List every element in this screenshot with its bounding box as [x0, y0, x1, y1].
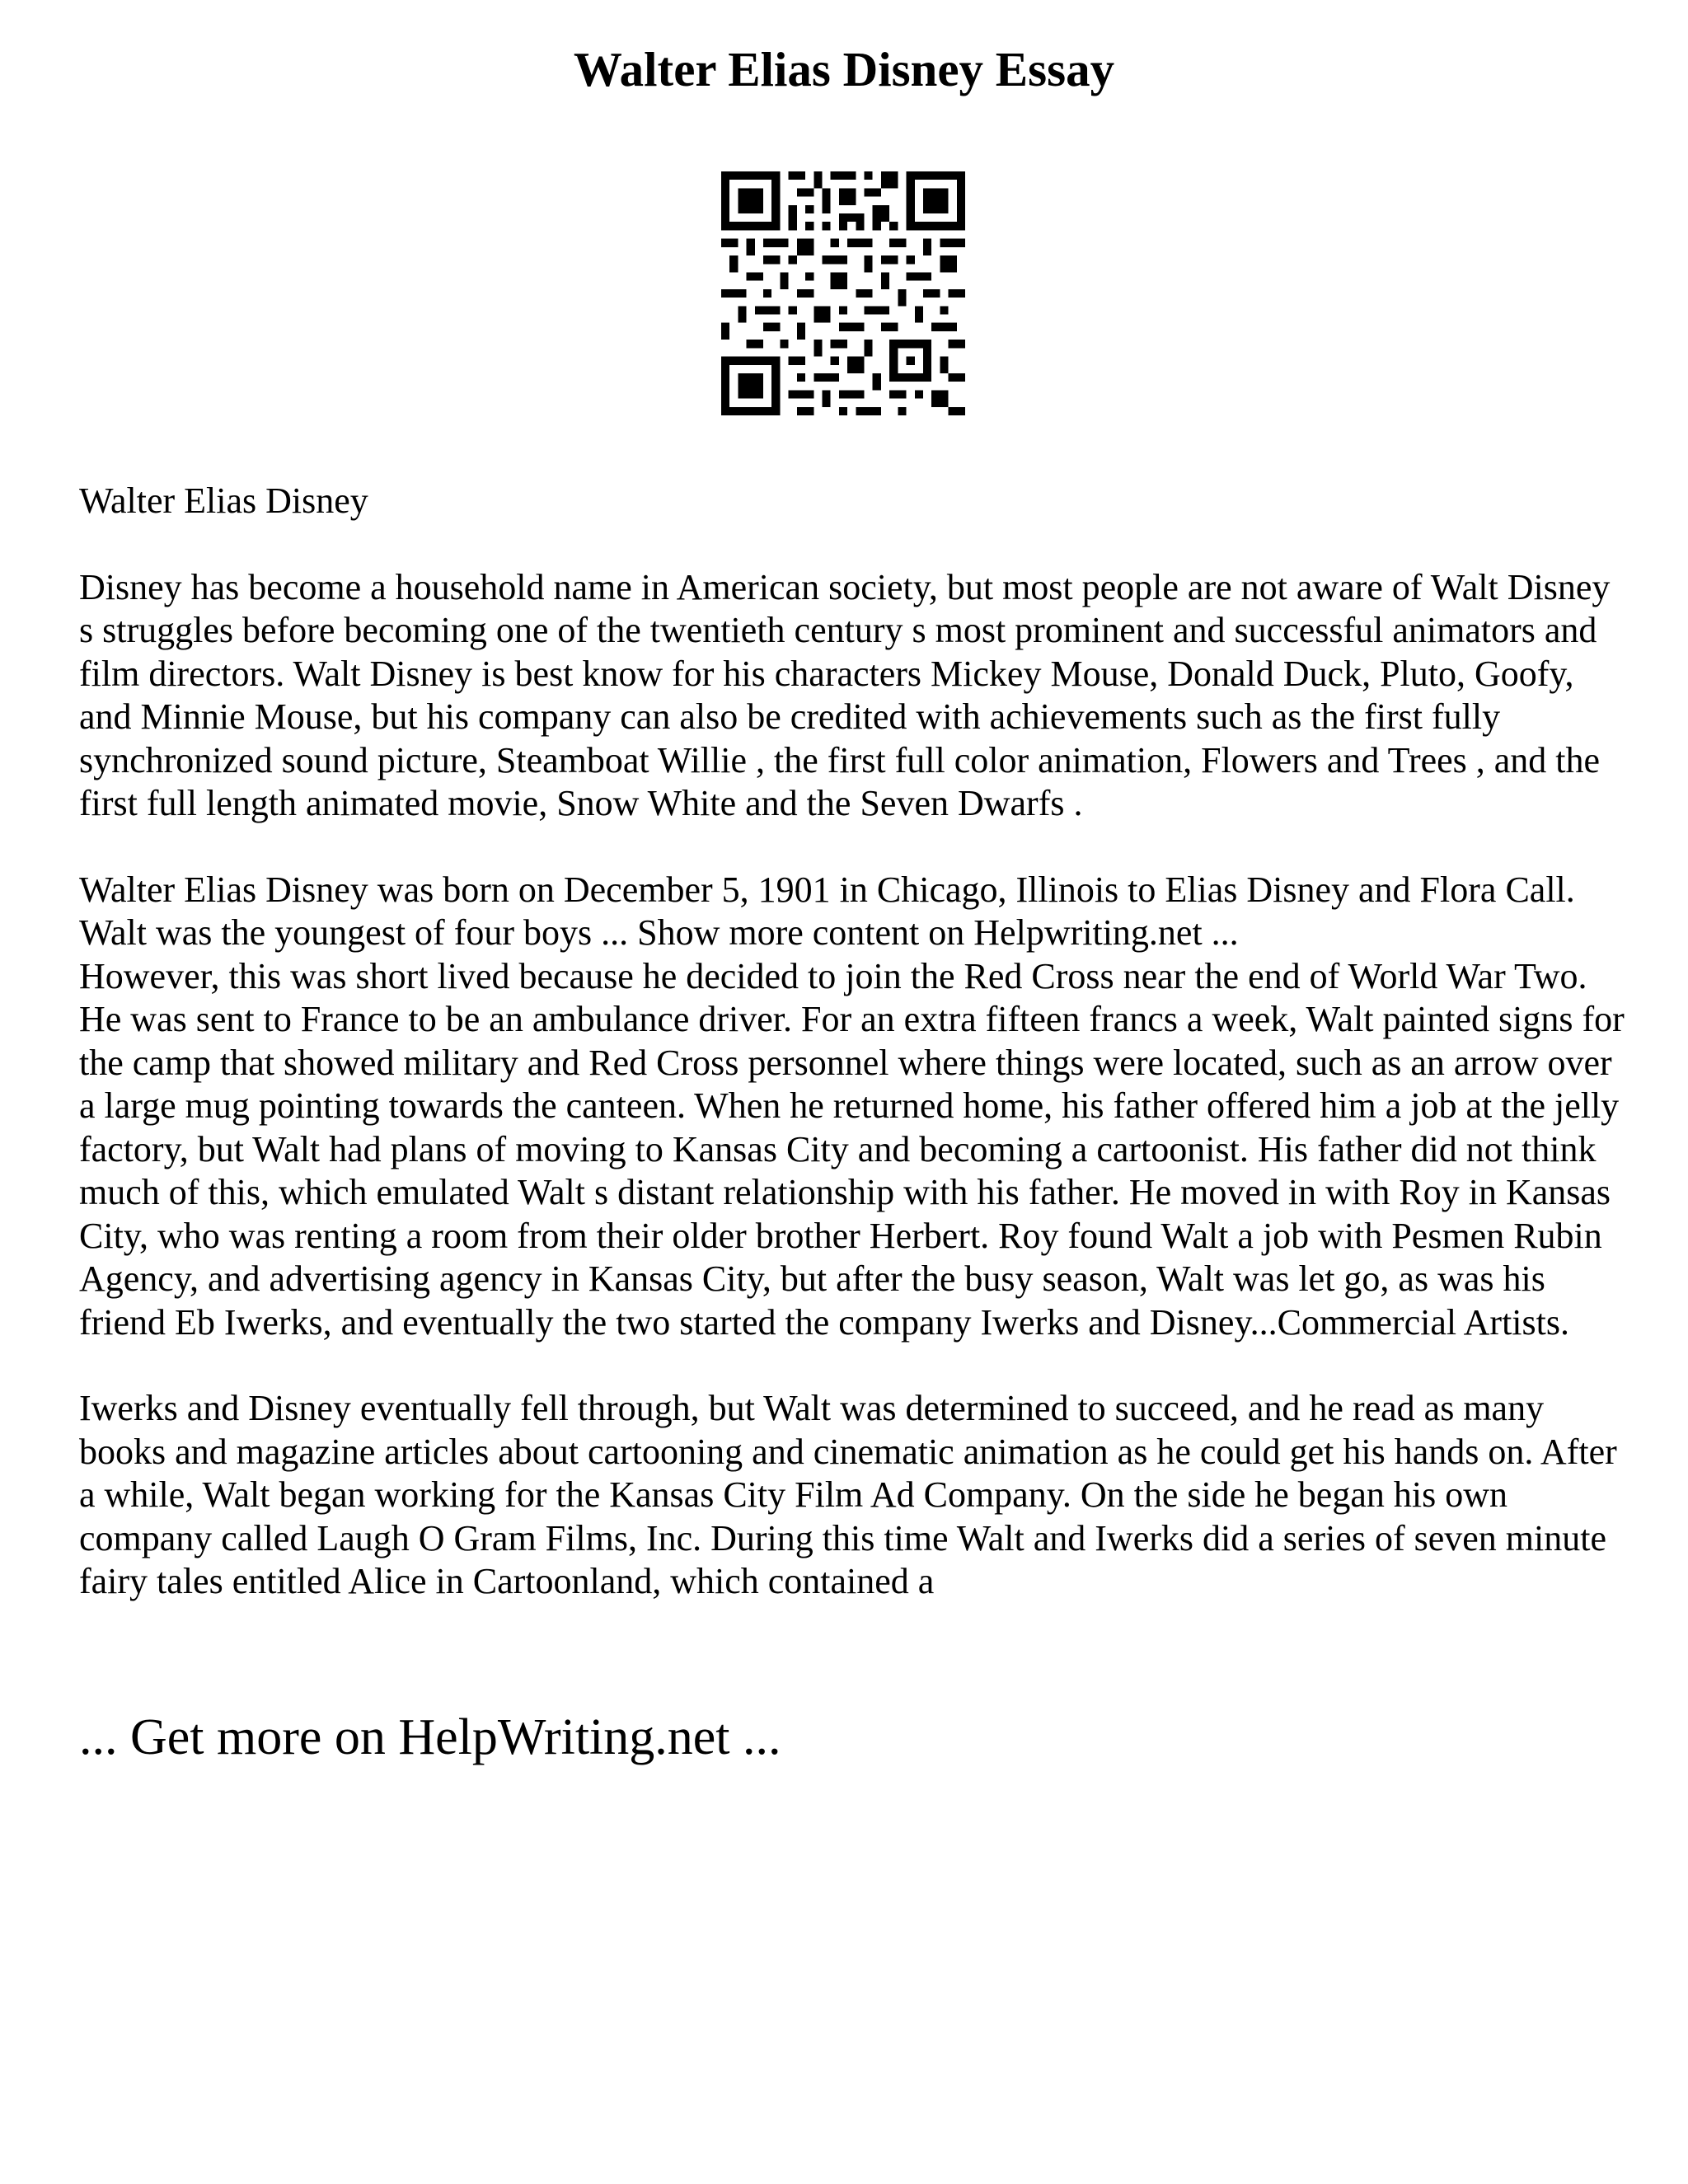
paragraph-3: However, this was short lived because he decided to join the Red Cross near the end of World War Two. He was sent to France to be an ambulance driver. For an extra fifteen francs a week, Walt painted signs for the camp that showed military and Red Cross personnel where things were located, such as an arrow over a large mug pointing towards the canteen. When he returned home, his father offered him a job at the jelly factory, but Walt had plans of moving to Kansas City and becoming a cartoonist. His father did not think much of this, which emulated Walt s distant relationship with his father. He moved in with Roy in Kansas City, who was renting a room from their older brother Herbert. Roy found Walt a job with Pesmen Rubin Agency, and advertising agency in Kansas City, but after the busy season, Walt was let go, as was his friend Eb Iwerks, and eventually the two started the company Iwerks and Disney...Commercial Artists. [79, 955, 1625, 1343]
get-more-link[interactable]: ... Get more on HelpWriting.net ... [79, 1709, 781, 1765]
qr-code-icon [721, 171, 965, 415]
page-title: Walter Elias Disney Essay [573, 42, 1115, 96]
paragraph-1: Disney has become a household name in American society, but most people are not aware of Walt Disney s struggles before becoming one of the twentieth century s most prominent and successful animators and film directors. Walt Disney is best know for his characters Mickey Mouse, Donald Duck, Pluto, Goofy, and Minnie Mouse, but his company can also be credited with achievements such as the first fully synchronized sound picture, Steamboat Willie , the first full color animation, Flowers and Trees , and the first full length animated movie, Snow White and the Seven Dwarfs . [79, 566, 1611, 823]
qr-code-graphic [721, 171, 965, 415]
essay-heading: Walter Elias Disney [79, 480, 368, 521]
essay-body [79, 480, 1629, 1604]
paragraph-2: Walter Elias Disney was born on December 5, 1901 in Chicago, Illinois to Elias Disney and Flora Call. Walt was the youngest of four boys ... Show more content on Helpwriting.net ... [79, 869, 1575, 953]
paragraph-4: Iwerks and Disney eventually fell through, but Walt was determined to succeed, and he read as many books and magazine articles about cartooning and cinematic animation as he could get his hands on. After a while, Walt began working for the Kansas City Film Ad Company. On the side he began his own company called Laugh O Gram Films, Inc. During this time Walt and Iwerks did a series of seven minute fairy tales entitled Alice in Cartoonland, which contained a [79, 1388, 1617, 1601]
